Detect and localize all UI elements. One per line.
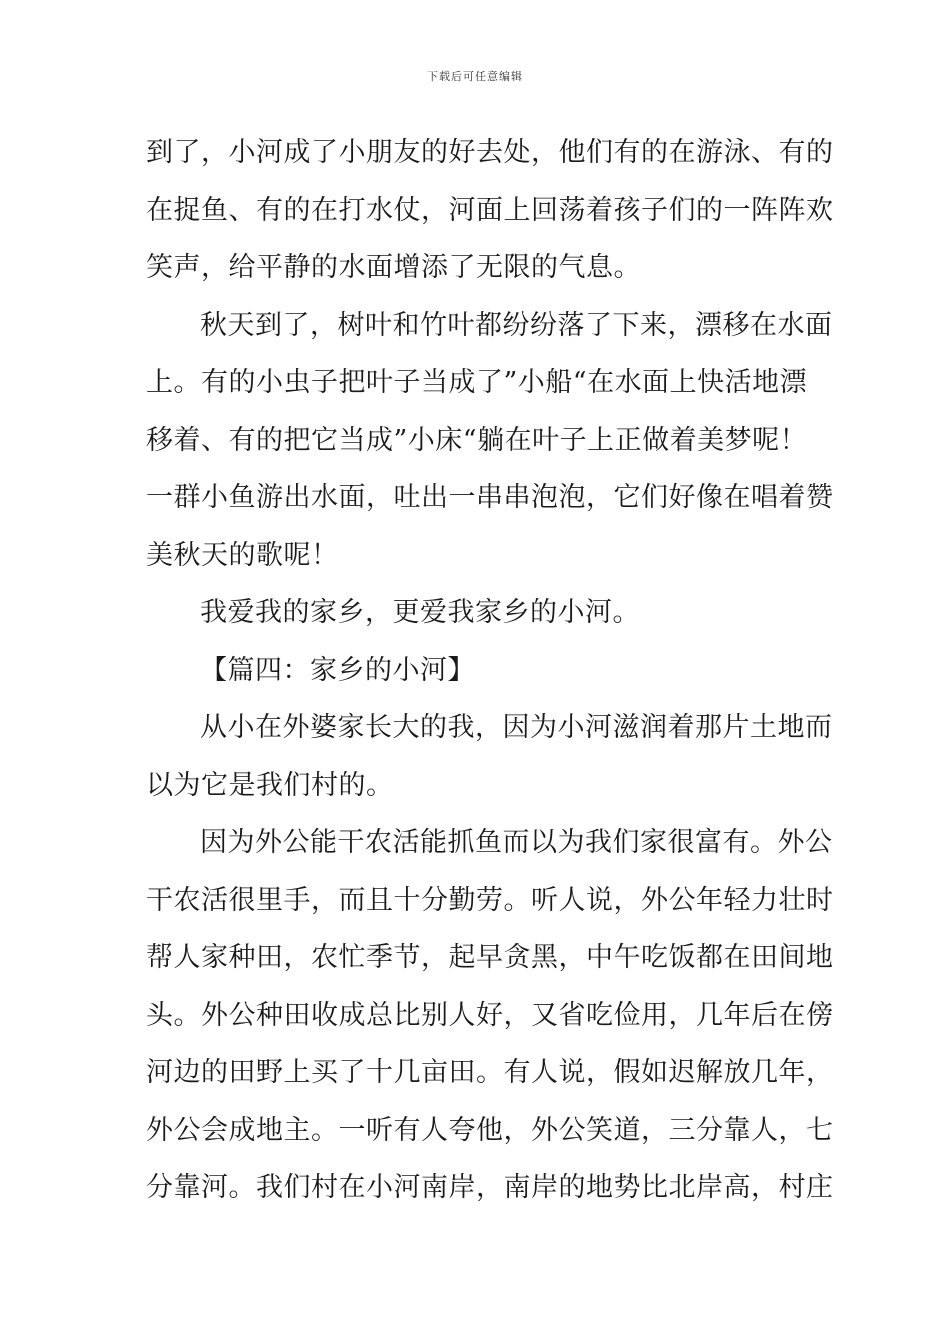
text-line: 美秋天的歌呢！ <box>146 539 339 571</box>
header-note: 下载后可任意编辑 <box>427 70 523 83</box>
text-line: 以为它是我们村的。 <box>146 769 394 801</box>
body-text <box>146 124 834 1217</box>
text-line: 干农活很里手，而且十分勤劳。听人说，外公年轻力壮时 <box>146 884 834 916</box>
text-line: 头。外公种田收成总比别人好，又省吃俭用，几年后在傍 <box>146 999 834 1031</box>
text-line: 因为外公能干农活能抓鱼而以为我们家很富有。外公 <box>200 827 833 858</box>
text-line: 分靠河。我们村在小河南岸，南岸的地势比北岸高，村庄 <box>146 1172 834 1203</box>
text-line: 我爱我的家乡，更爱我家乡的小河。 <box>200 597 640 628</box>
text-line: 帮人家种田，农忙季节，起早贪黑，中午吃饭都在田间地 <box>146 942 834 973</box>
text-line: 到了，小河成了小朋友的好去处，他们有的在游泳、有的 <box>146 137 834 168</box>
text-line: 移着、有的把它当成”小床“躺在叶子上正做着美梦呢！ <box>146 424 808 456</box>
text-line: 秋天到了，树叶和竹叶都纷纷落了下来，漂移在水面 <box>200 309 833 341</box>
text-line: 【篇四：家乡的小河】 <box>200 654 475 686</box>
text-line: 从小在外婆家长大的我，因为小河滋润着那片土地而 <box>200 712 833 743</box>
text-line: 一群小鱼游出水面，吐出一串串泡泡，它们好像在唱着赞 <box>146 482 834 513</box>
text-line: 外公会成地主。一听有人夸他，外公笑道，三分靠人，七 <box>146 1114 834 1146</box>
text-line: 河边的田野上买了十几亩田。有人说，假如迟解放几年， <box>146 1057 834 1088</box>
text-line: 笑声，给平静的水面增添了无限的气息。 <box>146 252 641 283</box>
text-line: 上。有的小虫子把叶子当成了”小船“在水面上快活地漂 <box>146 367 808 398</box>
text-line: 在捉鱼、有的在打水仗，河面上回荡着孩子们的一阵阵欢 <box>146 194 834 226</box>
